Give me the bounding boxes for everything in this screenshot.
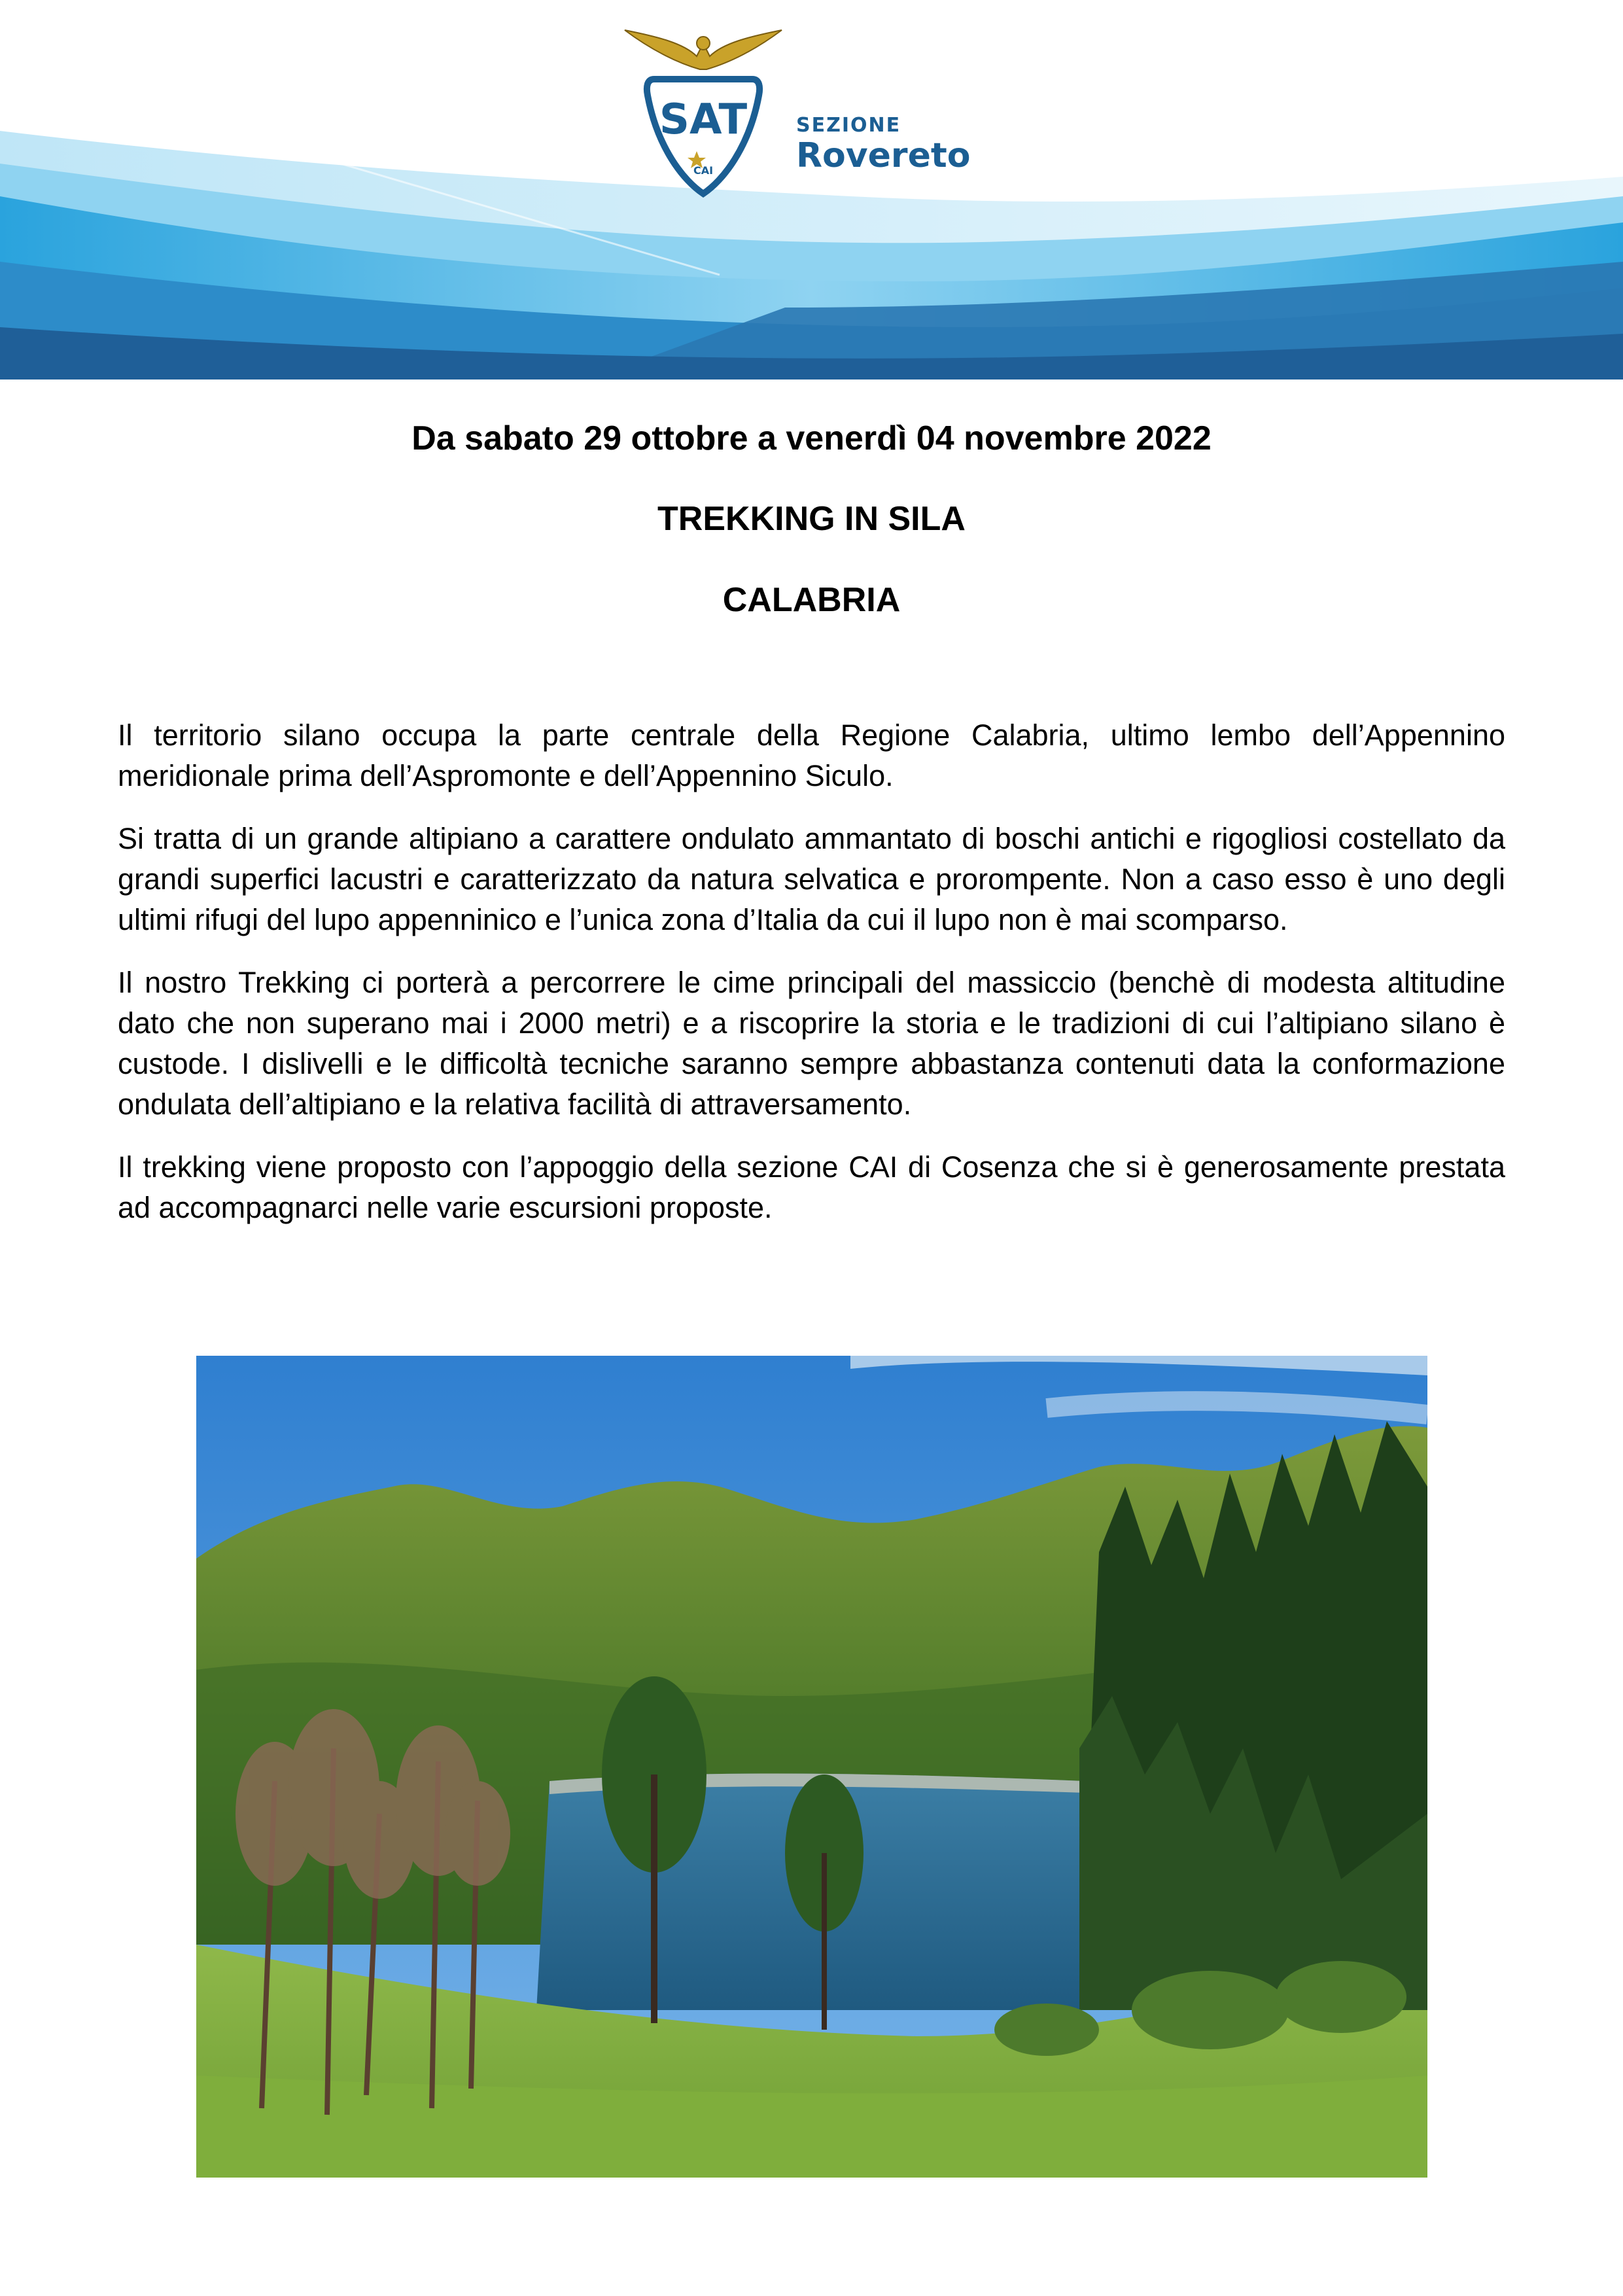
header-banner: [0, 0, 1623, 380]
event-title-heading: TREKKING IN SILA: [657, 500, 966, 538]
event-region-heading: CALABRIA: [722, 581, 901, 619]
logo-sezione-label: SEZIONE: [796, 114, 901, 137]
description-body: [118, 715, 1505, 1250]
event-date-heading: Da sabato 29 ottobre a venerdì 04 novembre 2022: [411, 419, 1212, 457]
paragraph-intro: Il territorio silano occupa la parte centrale della Regione Calabria, ultimo lembo dell’Appennino meridionale prima dell’Aspromonte e dell’Appennino Siculo.: [118, 718, 1505, 792]
paragraph-territory: Si tratta di un grande altipiano a carattere ondulato ammantato di boschi antichi e rigogliosi costellato da grandi superfici lacustri e caratterizzato da natura selvatica e prorompente. Non a caso esso è uno degli ultimi rifugi del lupo appenninico e l’unica zona d’Italia da cui il lupo non è mai scomparso.: [118, 822, 1505, 936]
paragraph-support: Il trekking viene proposto con l’appoggio della sezione CAI di Cosenza che si è generosamente prestata ad accompagnarci nelle varie escursioni proposte.: [118, 1150, 1505, 1224]
logo-sezione-name: Rovereto: [796, 136, 971, 175]
logo-mark-small: CAI: [693, 164, 714, 177]
sat-rovereto-logo: [618, 17, 985, 200]
paragraph-itinerary: Il nostro Trekking ci porterà a percorrere le cime principali del massiccio (benchè di modesta altitudine dato che non superano mai i 2000 metri) e a riscoprire la storia e le tradizioni di cui l’altipiano silano è custode. I dislivelli e le difficoltà tecniche saranno sempre abbastanza contenuti data la conformazione ondulata dell’altipiano e la relativa facilità di attraversamento.: [118, 966, 1505, 1121]
lake-landscape-photo: [196, 1356, 1427, 2178]
sat-shield-icon: [618, 17, 788, 200]
logo-mark-text: SAT: [659, 96, 748, 144]
